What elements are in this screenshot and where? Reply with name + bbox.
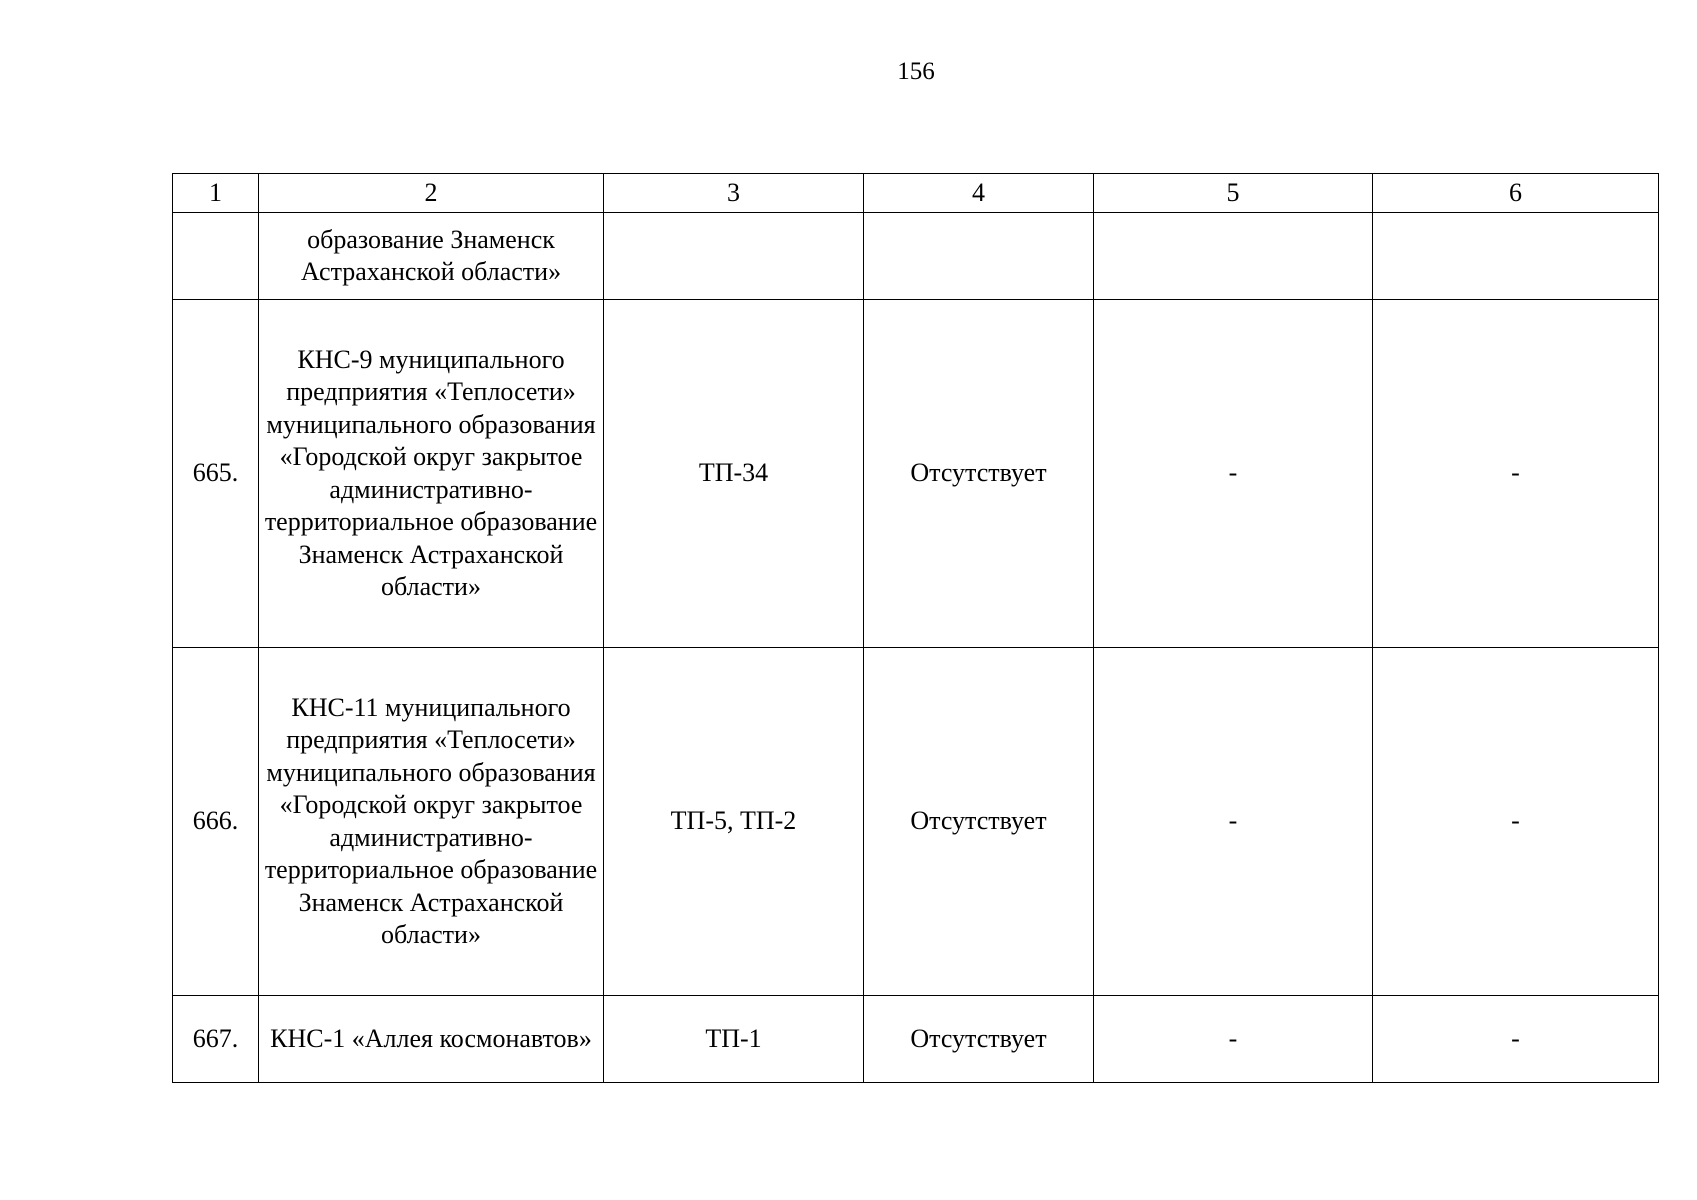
status-cell: Отсутствует — [864, 300, 1094, 648]
table-row — [173, 213, 1659, 300]
header-cell: 2 — [259, 174, 604, 213]
header-cell: 1 — [173, 174, 259, 213]
table-row — [173, 996, 1659, 1083]
column-5-cell: - — [1094, 648, 1373, 996]
header-cell: 5 — [1094, 174, 1373, 213]
data-table — [172, 173, 1659, 1083]
substation-cell — [604, 213, 864, 300]
column-6-cell: - — [1373, 300, 1659, 648]
object-name-cell — [259, 648, 604, 996]
header-cell: 6 — [1373, 174, 1659, 213]
status-cell — [864, 213, 1094, 300]
column-6-cell: - — [1373, 996, 1659, 1083]
object-name-cell — [259, 213, 604, 300]
object-name-text: КНС-11 муниципального предприятия «Теплосети» муниципального образования «Городской округ закрытое административно-территориальное образование Знаменск Астраханской области» — [264, 692, 598, 949]
row-number-cell: 665. — [173, 300, 259, 648]
object-name-text: образование Знаменск Астраханской области» — [300, 224, 562, 286]
object-name-cell — [259, 300, 604, 648]
object-name-cell — [259, 996, 604, 1083]
object-name-text: КНС-1 «Аллея космонавтов» — [270, 1023, 592, 1053]
column-5-cell: - — [1094, 300, 1373, 648]
header-cell: 4 — [864, 174, 1094, 213]
page-number: 156 — [897, 58, 935, 85]
column-5-cell: - — [1094, 996, 1373, 1083]
column-5-cell — [1094, 213, 1373, 300]
row-number-cell — [173, 213, 259, 300]
header-cell: 3 — [604, 174, 864, 213]
status-cell: Отсутствует — [864, 648, 1094, 996]
substation-cell: ТП-1 — [604, 996, 864, 1083]
table-row — [173, 300, 1659, 648]
row-number-cell: 666. — [173, 648, 259, 996]
status-cell: Отсутствует — [864, 996, 1094, 1083]
column-6-cell — [1373, 213, 1659, 300]
table-row — [173, 648, 1659, 996]
substation-cell: ТП-5, ТП-2 — [604, 648, 864, 996]
object-name-text: КНС-9 муниципального предприятия «Теплосети» муниципального образования «Городской округ закрытое административно-территориальное образование Знаменск Астраханской области» — [264, 344, 598, 601]
table-header-row — [173, 174, 1659, 213]
row-number-cell: 667. — [173, 996, 259, 1083]
substation-cell: ТП-34 — [604, 300, 864, 648]
column-6-cell: - — [1373, 648, 1659, 996]
